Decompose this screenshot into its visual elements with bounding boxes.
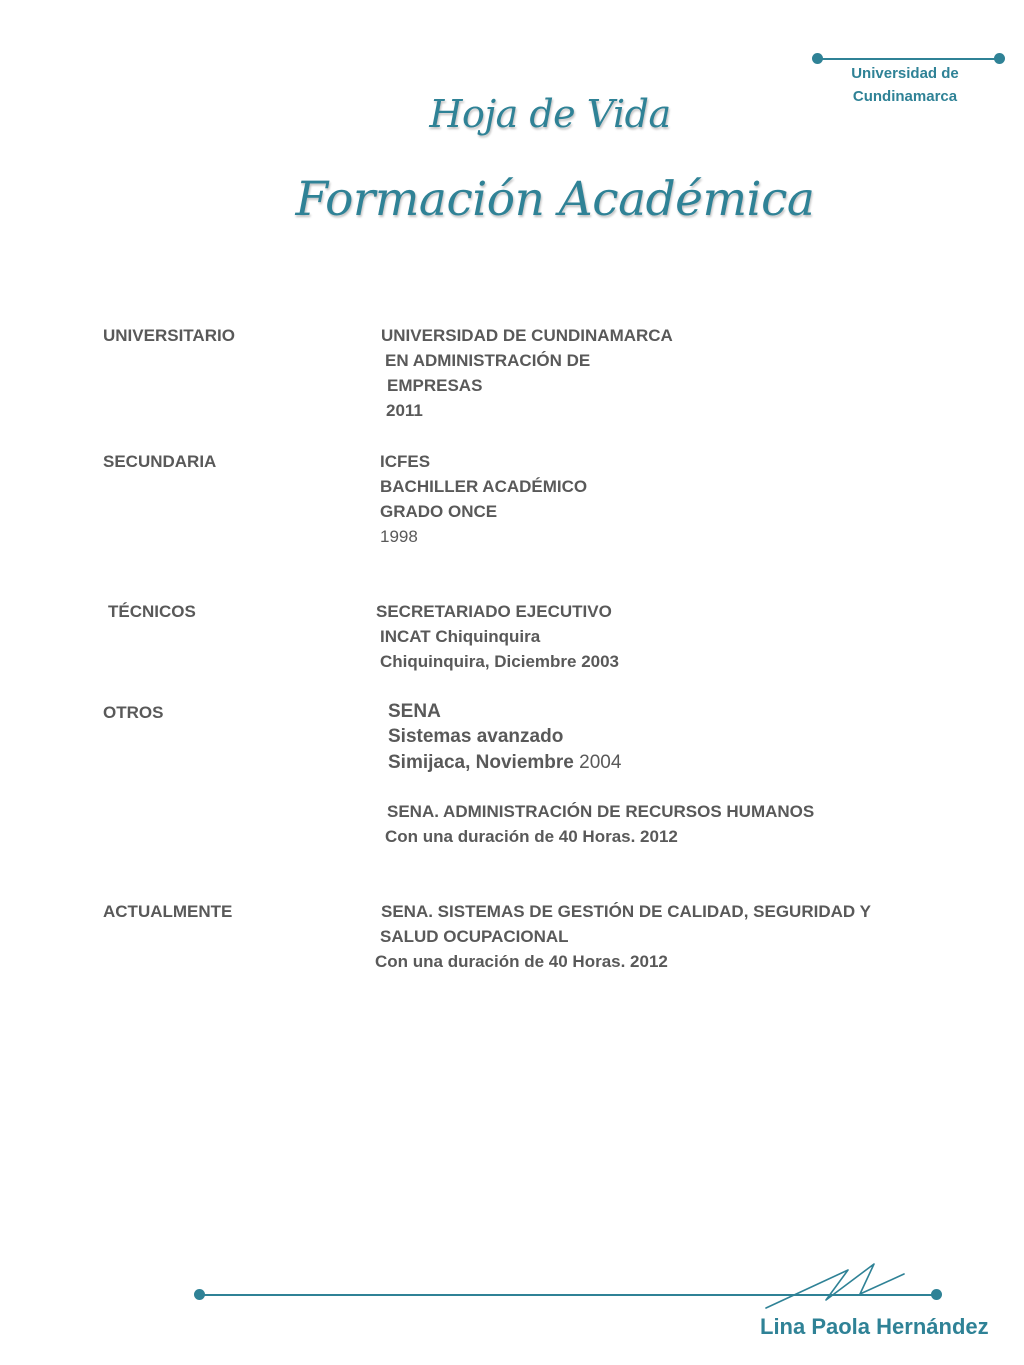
section-label-actualmente: ACTUALMENTE [103, 902, 233, 921]
section-label-tecnicos: TÉCNICOS [108, 602, 196, 621]
secundaria-line-2: BACHILLER ACADÉMICO [380, 477, 588, 496]
top-line-left-dot [812, 53, 823, 64]
actualmente-line-3: Con una duración de 40 Horas. 2012 [375, 952, 668, 971]
otros-line-4: SENA. ADMINISTRACIÓN DE RECURSOS HUMANOS [387, 802, 815, 821]
top-divider-line [817, 58, 1001, 60]
secundaria-line-3: GRADO ONCE [380, 502, 498, 521]
bottom-line-left-dot [194, 1289, 205, 1300]
tecnicos-line-2: INCAT Chiquinquira [380, 627, 541, 646]
universitario-line-3: EMPRESAS [387, 376, 483, 395]
universitario-line-1: UNIVERSIDAD DE CUNDINAMARCA [381, 326, 673, 345]
universitario-line-2: EN ADMINISTRACIÓN DE [385, 351, 591, 370]
secundaria-line-4: 1998 [380, 527, 418, 546]
top-line-right-dot [994, 53, 1005, 64]
otros-line-3 [388, 750, 621, 775]
actualmente-line-1: SENA. SISTEMAS DE GESTIÓN DE CALIDAD, SEGURIDAD Y [381, 902, 871, 921]
page-subtitle: Formación Académica [295, 172, 815, 227]
page-title: Hoja de Vida [429, 92, 671, 136]
actualmente-line-2: SALUD OCUPACIONAL [380, 927, 569, 946]
section-label-secundaria: SECUNDARIA [103, 452, 217, 471]
universitario-line-4: 2011 [386, 401, 423, 420]
section-label-otros: OTROS [103, 703, 164, 722]
secundaria-line-1: ICFES [380, 452, 431, 471]
bottom-line-right-dot [931, 1289, 942, 1300]
tecnicos-line-1: SECRETARIADO EJECUTIVO [376, 602, 612, 621]
otros-line-5: Con una duración de 40 Horas. 2012 [385, 827, 678, 846]
university-name-line1: Universidad de [851, 65, 959, 82]
otros-line-3-place: Simijaca, Noviembre [388, 752, 574, 773]
otros-line-2: Sistemas avanzado [388, 726, 564, 747]
section-label-universitario: UNIVERSITARIO [103, 326, 235, 345]
otros-line-1: SENA [388, 701, 441, 722]
university-name-line2: Cundinamarca [852, 88, 958, 105]
otros-line-3-year: 2004 [579, 752, 622, 773]
tecnicos-line-3: Chiquinquira, Diciembre 2003 [380, 652, 620, 671]
person-name: Lina Paola Hernández [760, 1314, 989, 1339]
signature-scribble [760, 1260, 920, 1316]
